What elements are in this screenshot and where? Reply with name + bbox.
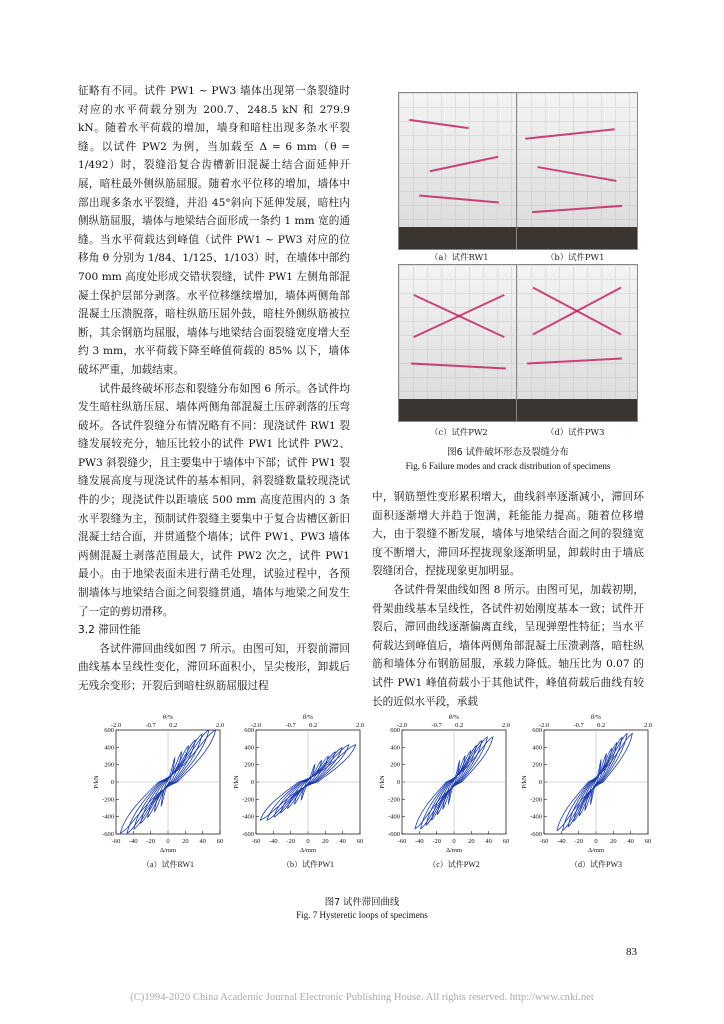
y-tick-label: 0 xyxy=(110,779,114,786)
x2-tick-label: 2.0 xyxy=(501,722,511,729)
y-tick-label: 600 xyxy=(104,727,114,734)
x-tick-label: -20 xyxy=(574,838,584,845)
y-tick-label: 600 xyxy=(532,727,542,734)
y-tick-label: -600 xyxy=(242,831,254,838)
x-tick-label: 40 xyxy=(339,838,346,845)
x2-tick-label: 0.2 xyxy=(309,722,318,729)
y-tick-label: 0 xyxy=(538,779,542,786)
hysteresis-chart-rw1 xyxy=(92,708,228,870)
y-tick-label: 200 xyxy=(104,761,114,769)
page-number: 83 xyxy=(626,946,637,958)
x2-tick-label: 0.2 xyxy=(597,722,606,729)
x-tick-label: 60 xyxy=(644,838,652,845)
x2-tick-label: -0.7 xyxy=(573,722,584,729)
y-tick-label: 200 xyxy=(244,761,254,769)
copyright-footer: (C)1994-2020 China Academic Journal Electronic Publishing House. All rights reserved. http://www.cnki.net xyxy=(130,992,594,1003)
x2-tick-label: -0.7 xyxy=(285,722,296,729)
y-axis-label: P/kN xyxy=(233,775,240,789)
y-tick-label: -200 xyxy=(530,796,542,804)
specimen-pw3-photo xyxy=(516,264,638,422)
x-tick-label: 0 xyxy=(306,838,310,845)
y-tick-label: -400 xyxy=(102,813,114,821)
y-tick-label: -200 xyxy=(242,796,254,804)
chart-svg xyxy=(232,708,368,870)
y-tick-label: -600 xyxy=(530,831,542,838)
fig6-caption-en: Fig. 6 Failure modes and crack distribution of specimens xyxy=(405,461,611,471)
x-tick-label: -40 xyxy=(268,838,278,845)
x-tick-label: -60 xyxy=(397,838,407,845)
specimen-pw1-photo xyxy=(516,92,638,250)
chart-title: （a）试件RW1 xyxy=(142,860,194,869)
x-tick-label: 20 xyxy=(610,838,617,845)
x2-tick-label: -0.7 xyxy=(145,722,156,729)
chart-title: （d）试件PW3 xyxy=(570,860,622,869)
y-tick-label: -200 xyxy=(102,796,114,804)
y-tick-label: -400 xyxy=(530,813,542,821)
x2-tick-label: 2.0 xyxy=(643,722,653,729)
x-tick-label: 40 xyxy=(199,838,206,845)
x-tick-label: -20 xyxy=(286,838,296,845)
x2-axis-label: θ/% xyxy=(590,714,602,721)
y-tick-label: 200 xyxy=(532,761,542,769)
x-tick-label: 0 xyxy=(594,838,598,845)
hysteresis-chart-pw2 xyxy=(378,708,514,870)
x2-tick-label: -2.0 xyxy=(396,722,408,729)
y-tick-label: 400 xyxy=(390,744,400,752)
x-axis-label: Δ/mm xyxy=(159,847,177,854)
chart-svg xyxy=(520,708,656,870)
specimen-rw1-photo xyxy=(398,92,520,250)
left-column xyxy=(78,82,350,696)
fig6-label-a: （a）试件RW1 xyxy=(430,252,489,262)
y-tick-label: -600 xyxy=(388,831,400,838)
x2-tick-label: 0.2 xyxy=(169,722,178,729)
right-column xyxy=(372,488,644,711)
fig6-label-d: （d）试件PW3 xyxy=(546,427,605,437)
y-axis-label: P/kN xyxy=(93,775,100,789)
y-tick-label: 600 xyxy=(244,727,254,734)
x2-axis-label: θ/% xyxy=(162,714,174,721)
fig6-label-c: （c）试件PW2 xyxy=(430,427,488,437)
x-tick-label: -40 xyxy=(414,838,424,845)
x-tick-label: -20 xyxy=(432,838,442,845)
fig6-label-b: （b）试件PW1 xyxy=(546,252,605,262)
x-tick-label: -40 xyxy=(128,838,138,845)
x-tick-label: 20 xyxy=(182,838,189,845)
x2-tick-label: -2.0 xyxy=(110,722,122,729)
x-axis-label: Δ/mm xyxy=(445,847,463,854)
x-tick-label: 0 xyxy=(166,838,170,845)
fig7-caption-en: Fig. 7 Hysteretic loops of specimens xyxy=(296,910,428,920)
x-tick-label: 20 xyxy=(468,838,475,845)
x-tick-label: -60 xyxy=(111,838,121,845)
x-tick-label: 60 xyxy=(216,838,224,845)
paragraph: 试件最终破坏形态和裂缝分布如图 6 所示。各试件均发生暗柱纵筋压屈、墙体两侧角部混凝土压碎剥落的压弯破坏。各试件裂缝分布情况略有不同：现浇试件 RW1 裂缝发展较充分，轴压比较小的试件 PW1 比试件 PW2、PW3 斜裂缝少，且主要集中于墙体中下部；试件 PW1 裂缝发展高度与现浇试件的基本相同，斜裂缝数量较现浇试件的少；现浇试件以距墙底 500 mm 高度范围内的 3 条水平裂缝为主，预制试件裂缝主要集中于复合齿槽区新旧混凝土结合面，并贯通整个墙体；试件 PW1、PW3 墙体两侧混凝土剥落范围最大，试件 PW2 次之，试件 PW1 最小。由于地梁表面未进行凿毛处理，试验过程中，各预制墙体与地梁结合面之间裂缝贯通，墙体与地梁之间发生了一定的剪切滑移。 xyxy=(78,382,350,618)
y-tick-label: -400 xyxy=(388,813,400,821)
y-tick-label: -600 xyxy=(102,831,114,838)
chart-svg xyxy=(92,708,228,870)
y-tick-label: 0 xyxy=(396,779,400,786)
chart-svg xyxy=(378,708,514,870)
y-tick-label: -400 xyxy=(242,813,254,821)
y-tick-label: 600 xyxy=(390,727,400,734)
x2-tick-label: -2.0 xyxy=(250,722,262,729)
x2-tick-label: 2.0 xyxy=(215,722,225,729)
x2-tick-label: 2.0 xyxy=(355,722,365,729)
y-tick-label: 0 xyxy=(250,779,254,786)
y-axis-label: P/kN xyxy=(379,775,386,789)
x2-axis-label: θ/% xyxy=(302,714,314,721)
paragraph: 各试件骨架曲线如图 8 所示。由图可见，加载初期，骨架曲线基本呈线性，各试件初始刚度基本一致；试件开裂后，滞回曲线逐渐偏离直线，呈现弹塑性特征；当水平荷载达到峰值后，墙体两侧角部混凝土压溃剥落，暗柱纵筋和墙体分布钢筋屈服，承载力降低。轴压比为 0.07 的试件 PW1 峰值荷载小于其他试件，峰值荷载后曲线有较长的近似水平段，承载 xyxy=(372,583,644,708)
fig6-caption-zh: 图6 试件破坏形态及裂缝分布 xyxy=(447,447,569,458)
y-tick-label: 400 xyxy=(532,744,542,752)
x-tick-label: -40 xyxy=(556,838,566,845)
paragraph: 各试件滞回曲线如图 7 所示。由图可知，开裂前滞回曲线基本呈线性变化，滞回环面积小，呈尖梭形，卸载后无残余变形；开裂后到暗柱纵筋屈服过程 xyxy=(78,642,350,692)
y-tick-label: -200 xyxy=(388,796,400,804)
paragraph: 征略有不同。试件 PW1 ~ PW3 墙体出现第一条裂缝时对应的水平荷载分别为 200.7、248.5 kN 和 279.9 kN。随着水平荷载的增加，墙身和暗柱出现多条水平裂缝。以试件 PW2 为例，当加载至 Δ = 6 mm（θ = 1/492）时，裂缝沿复合齿槽新旧混凝土结合面延伸开展，暗柱最外侧纵筋屈服。随着水平位移的增加，墙体中部出现多条水平裂缝，并沿 45°斜向下延伸发展，暗柱内侧纵筋屈服，墙体与地梁结合面形成一条约 1 mm 宽的通缝。当水平荷载达到峰值（试件 PW1 ~ PW3 对应的位移角 θ 分别为 1/84、1/125、1/103）时，在墙体中部约 700 mm 高度处形成交错状裂缝，试件 PW1 左侧角部混凝土保护层部分剥落。水平位移继续增加，墙体两侧角部混凝土压溃脱落，暗柱纵筋压屈外鼓，暗柱外侧纵筋被拉断，其余钢筋均屈服，墙体与地梁结合面裂缝宽度增大至约 3 mm，水平荷载下降至峰值荷载的 85% 以下，墙体破坏严重，加载结束。 xyxy=(78,85,350,376)
x-axis-label: Δ/mm xyxy=(587,847,605,854)
chart-title: （c）试件PW2 xyxy=(428,860,480,869)
x-tick-label: 60 xyxy=(502,838,510,845)
hysteresis-chart-pw3 xyxy=(520,708,656,870)
y-tick-label: 400 xyxy=(104,744,114,752)
x-tick-label: 40 xyxy=(485,838,492,845)
hysteresis-chart-pw1 xyxy=(232,708,368,870)
x2-tick-label: -2.0 xyxy=(538,722,550,729)
x-tick-label: 40 xyxy=(627,838,634,845)
fig7-caption-zh: 图7 试件滞回曲线 xyxy=(324,897,400,908)
x-tick-label: -20 xyxy=(146,838,156,845)
y-tick-label: 400 xyxy=(244,744,254,752)
paragraph: 中，钢筋塑性变形累积增大，曲线斜率逐渐减小，滞回环面积逐渐增大并趋于饱满，耗能能力提高。随着位移增大，由于裂缝不断发展，墙体与地梁结合面之间的裂缝宽度不断增大，滞回环捏拢现象逐渐明显，卸载时由于墙底裂缝闭合，捏拢现象更加明显。 xyxy=(372,491,644,578)
x2-tick-label: 0.2 xyxy=(455,722,464,729)
specimen-pw2-photo xyxy=(398,264,520,422)
y-tick-label: 200 xyxy=(390,761,400,769)
section-heading: 3.2 滞回性能 xyxy=(78,624,141,637)
x-axis-label: Δ/mm xyxy=(299,847,317,854)
x2-tick-label: -0.7 xyxy=(431,722,442,729)
chart-title: （b）试件PW1 xyxy=(282,860,334,869)
x-tick-label: 20 xyxy=(322,838,329,845)
y-axis-label: P/kN xyxy=(521,775,528,789)
x-tick-label: -60 xyxy=(539,838,549,845)
x-tick-label: 0 xyxy=(452,838,456,845)
x2-axis-label: θ/% xyxy=(448,714,460,721)
x-tick-label: 60 xyxy=(356,838,364,845)
x-tick-label: -60 xyxy=(251,838,261,845)
